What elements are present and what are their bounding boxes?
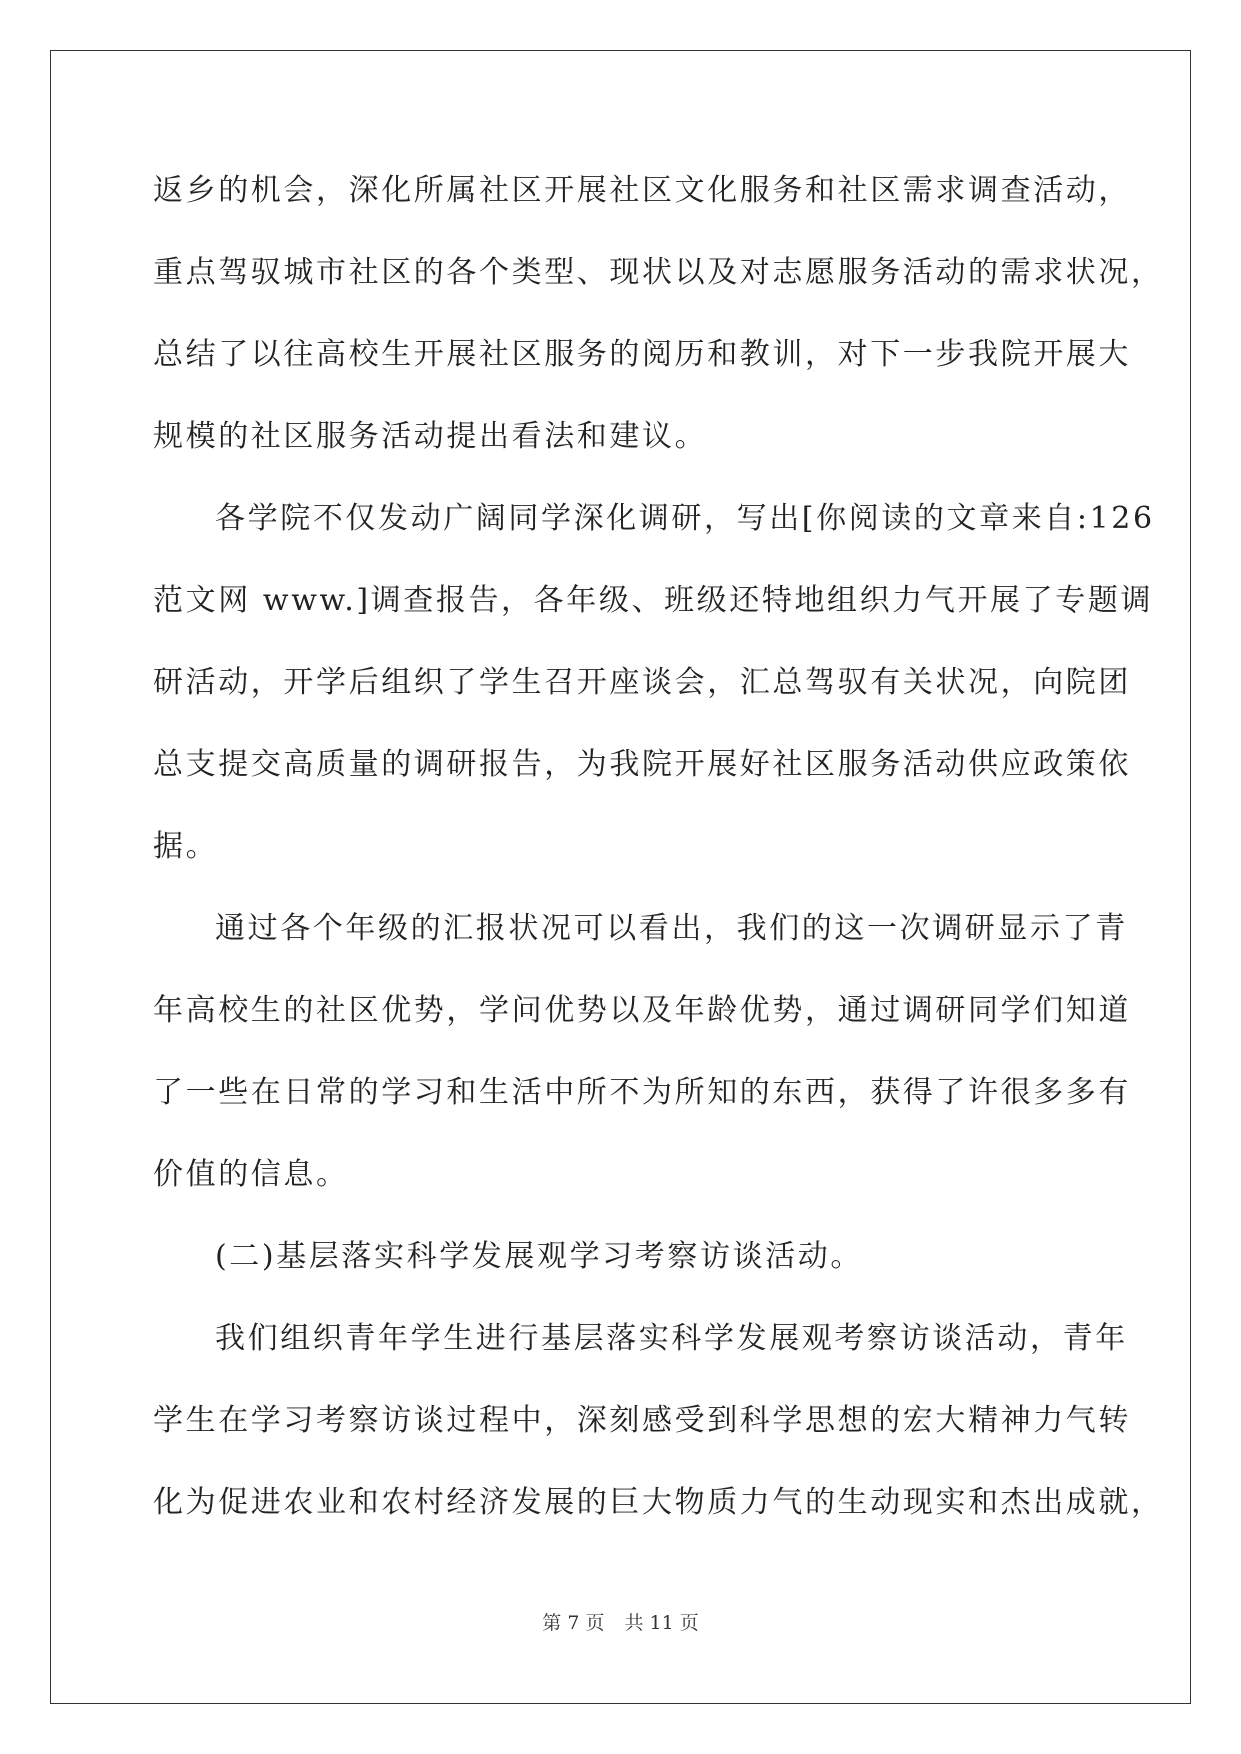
text-line: 返乡的机会，深化所属社区开展社区文化服务和社区需求调查活动， [153,173,1131,208]
document-body [153,150,1164,1544]
text-line: 通过各个年级的汇报状况可以看出，我们的这一次调研显示了青 [215,911,1128,946]
text-line: 了一些在日常的学习和生活中所不为所知的东西，获得了许很多多有 [153,1075,1131,1110]
text-line: 年高校生的社区优势，学问优势以及年龄优势，通过调研同学们知道 [153,993,1131,1028]
text-line: 范文网 www.]调查报告，各年级、班级还特地组织力气开展了专题调 [153,583,1154,618]
text-line: 我们组织青年学生进行基层落实科学发展观考察访谈活动，青年 [215,1321,1128,1356]
page-footer [0,1608,1241,1635]
text-line: 重点驾驭城市社区的各个类型、现状以及对志愿服务活动的需求状况， [153,255,1164,290]
text-line: 各学院不仅发动广阔同学深化调研，写出[你阅读的文章来自:126 [215,501,1155,536]
text-line: 总结了以往高校生开展社区服务的阅历和教训，对下一步我院开展大 [153,337,1131,372]
text-line: 规模的社区服务活动提出看法和建议。 [153,419,708,454]
section-heading: (二)基层落实科学发展观学习考察访谈活动。 [215,1239,864,1274]
page-number: 第 7 页 [542,1612,605,1634]
text-line: 化为促进农业和农村经济发展的巨大物质力气的生动现实和杰出成就， [153,1485,1164,1520]
text-line: 价值的信息。 [153,1157,349,1192]
text-line: 总支提交高质量的调研报告，为我院开展好社区服务活动供应政策依 [153,747,1131,782]
text-line: 研活动，开学后组织了学生召开座谈会，汇总驾驭有关状况，向院团 [153,665,1131,700]
page-total: 共 11 页 [624,1612,699,1634]
text-line: 据。 [153,829,219,864]
text-line: 学生在学习考察访谈过程中，深刻感受到科学思想的宏大精神力气转 [153,1403,1131,1438]
